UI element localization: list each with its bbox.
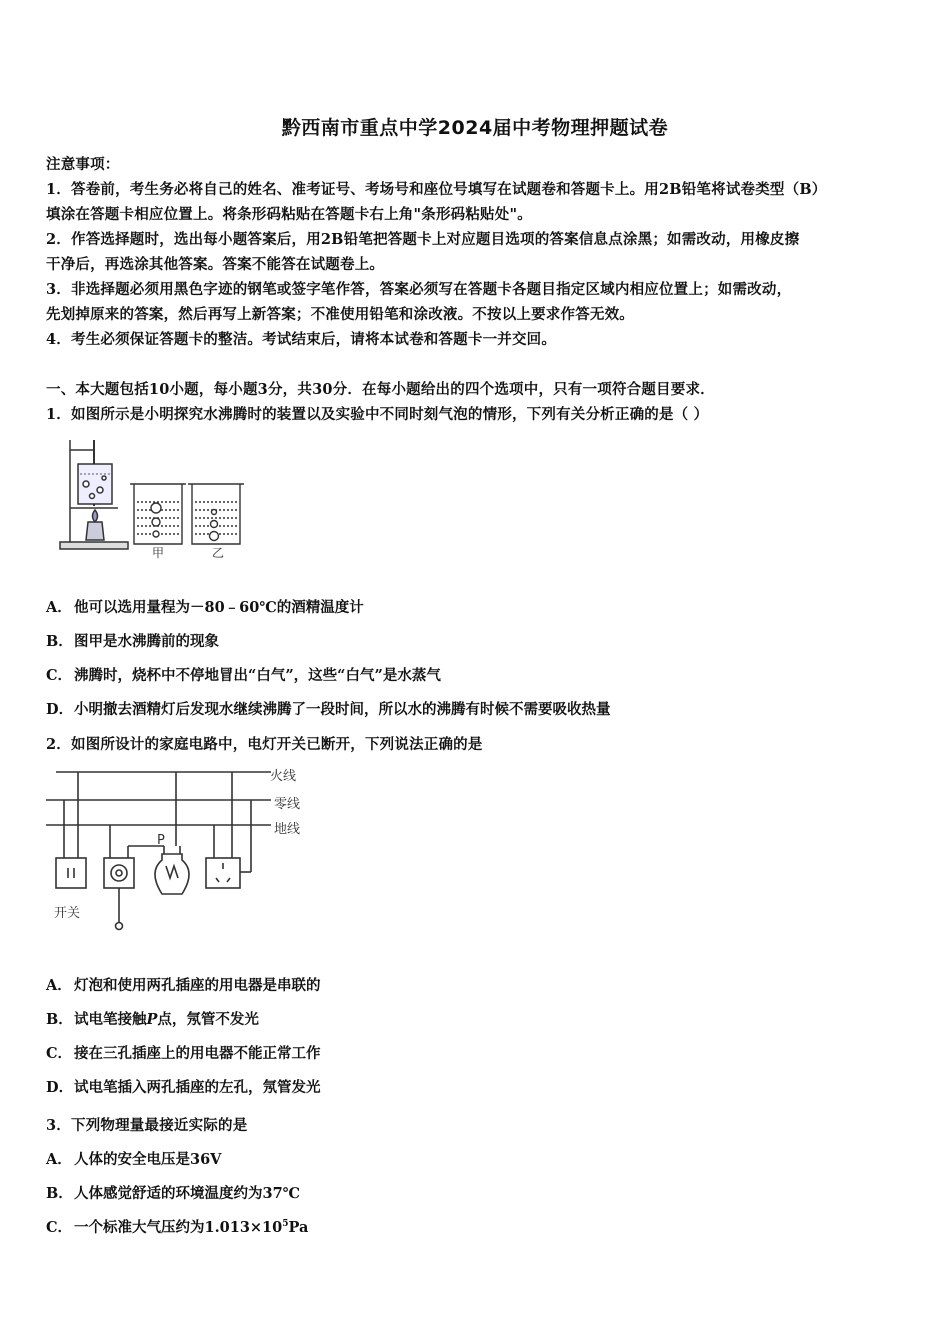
option-text: 人体感觉舒适的环境温度约为37℃ [74, 1185, 301, 1202]
option-text: 他可以选用量程为－80﹣60℃的酒精温度计 [74, 599, 364, 616]
option-key: A． [46, 1151, 72, 1168]
option-text: 沸腾时，烧杯中不停地冒出“白气”，这些“白气”是水蒸气 [74, 667, 441, 684]
label-ground-wire: 地线 [274, 822, 301, 837]
notice-line: 干净后，再选涂其他答案。答案不能答在试题卷上。 [46, 256, 385, 273]
option-key: A． [46, 977, 72, 994]
figure-label-jia: 甲 [152, 546, 165, 560]
question-1-stem: 1．如图所示是小明探究水沸腾时的装置以及实验中不同时刻气泡的情形，下列有关分析正确的是（ ） [46, 406, 709, 423]
option-text: 一个标准大气压约为1.013×10 [74, 1219, 283, 1236]
label-switch: 开关 [54, 906, 81, 921]
option-key: B． [46, 1011, 73, 1028]
option-text: 试电笔插入两孔插座的左孔，氖管发光 [74, 1079, 321, 1096]
question-3-option-b[interactable] [46, 1182, 300, 1203]
option-key: D． [46, 1079, 74, 1096]
question-1-option-a[interactable] [46, 596, 364, 617]
question-1-option-d[interactable] [46, 698, 611, 719]
option-key: B． [46, 633, 73, 650]
notice-line: 先划掉原来的答案，然后再写上新答案；不准使用铅笔和涂改液。不按以上要求作答无效。 [46, 306, 634, 323]
option-text: 图甲是水沸腾前的现象 [74, 633, 219, 650]
option-key: A． [46, 599, 72, 616]
option-key: B． [46, 1185, 73, 1202]
question-2-option-b[interactable] [46, 1008, 259, 1029]
option-text: 点，氖管不发光 [157, 1011, 259, 1028]
question-2-option-c[interactable] [46, 1042, 321, 1063]
figure-label-yi: 乙 [212, 546, 225, 560]
question-1-option-b[interactable] [46, 630, 219, 651]
option-key: C． [46, 1219, 73, 1236]
notice-line: 1．答卷前，考生务必将自己的姓名、准考证号、考场号和座位号填写在试题卷和答题卡上。用2B铅笔将试卷类型（B） [46, 181, 827, 198]
notice-line: 2．作答选择题时，选出每小题答案后，用2B铅笔把答题卡上对应题目选项的答案信息点涂黑；如需改动，用橡皮擦 [46, 231, 800, 248]
option-text: 人体的安全电压是36V [74, 1151, 222, 1168]
label-live-wire: 火线 [270, 769, 297, 784]
question-3-option-a[interactable] [46, 1148, 221, 1169]
question-3-stem: 3．下列物理量最接近实际的是 [46, 1117, 248, 1134]
option-text: 试电笔接触 [74, 1011, 147, 1028]
option-text: 小明撤去酒精灯后发现水继续沸腾了一段时间，所以水的沸腾有时候不需要吸收热量 [74, 701, 611, 718]
option-text: 灯泡和使用两孔插座的用电器是串联的 [74, 977, 321, 994]
question-2-option-a[interactable] [46, 974, 321, 995]
household-circuit-figure [46, 762, 316, 937]
label-point-p: P [157, 833, 165, 848]
question-3-option-c[interactable] [46, 1216, 308, 1237]
label-neutral-wire: 零线 [274, 797, 301, 812]
option-key: C． [46, 1045, 73, 1062]
notice-line: 3．非选择题必须用黑色字迹的钢笔或签字笔作答，答案必须写在答题卡各题目指定区域内相应位置上；如需改动， [46, 281, 792, 298]
notice-line: 4．考生必须保证答题卡的整洁。考试结束后，请将本试卷和答题卡一并交回。 [46, 331, 557, 348]
notice-heading: 注意事项： [46, 156, 120, 173]
option-key: C． [46, 667, 73, 684]
option-variable: P [146, 1011, 158, 1028]
section-heading: 一、本大题包括10小题，每小题3分，共30分．在每小题给出的四个选项中，只有一项符合题目要求． [46, 381, 715, 398]
boiling-experiment-figure [52, 432, 257, 562]
question-2-stem: 2．如图所设计的家庭电路中，电灯开关已断开，下列说法正确的是 [46, 736, 483, 753]
option-text: Pa [288, 1219, 309, 1236]
question-2-option-d[interactable] [46, 1076, 321, 1097]
option-key: D． [46, 701, 74, 718]
option-superscript: 5 [282, 1219, 289, 1229]
notice-line: 填涂在答题卡相应位置上。将条形码粘贴在答题卡右上角"条形码粘贴处"。 [46, 206, 532, 223]
question-1-option-c[interactable] [46, 664, 441, 685]
page-title: 黔西南市重点中学2024届中考物理押题试卷 [281, 117, 669, 139]
option-text: 接在三孔插座上的用电器不能正常工作 [74, 1045, 321, 1062]
